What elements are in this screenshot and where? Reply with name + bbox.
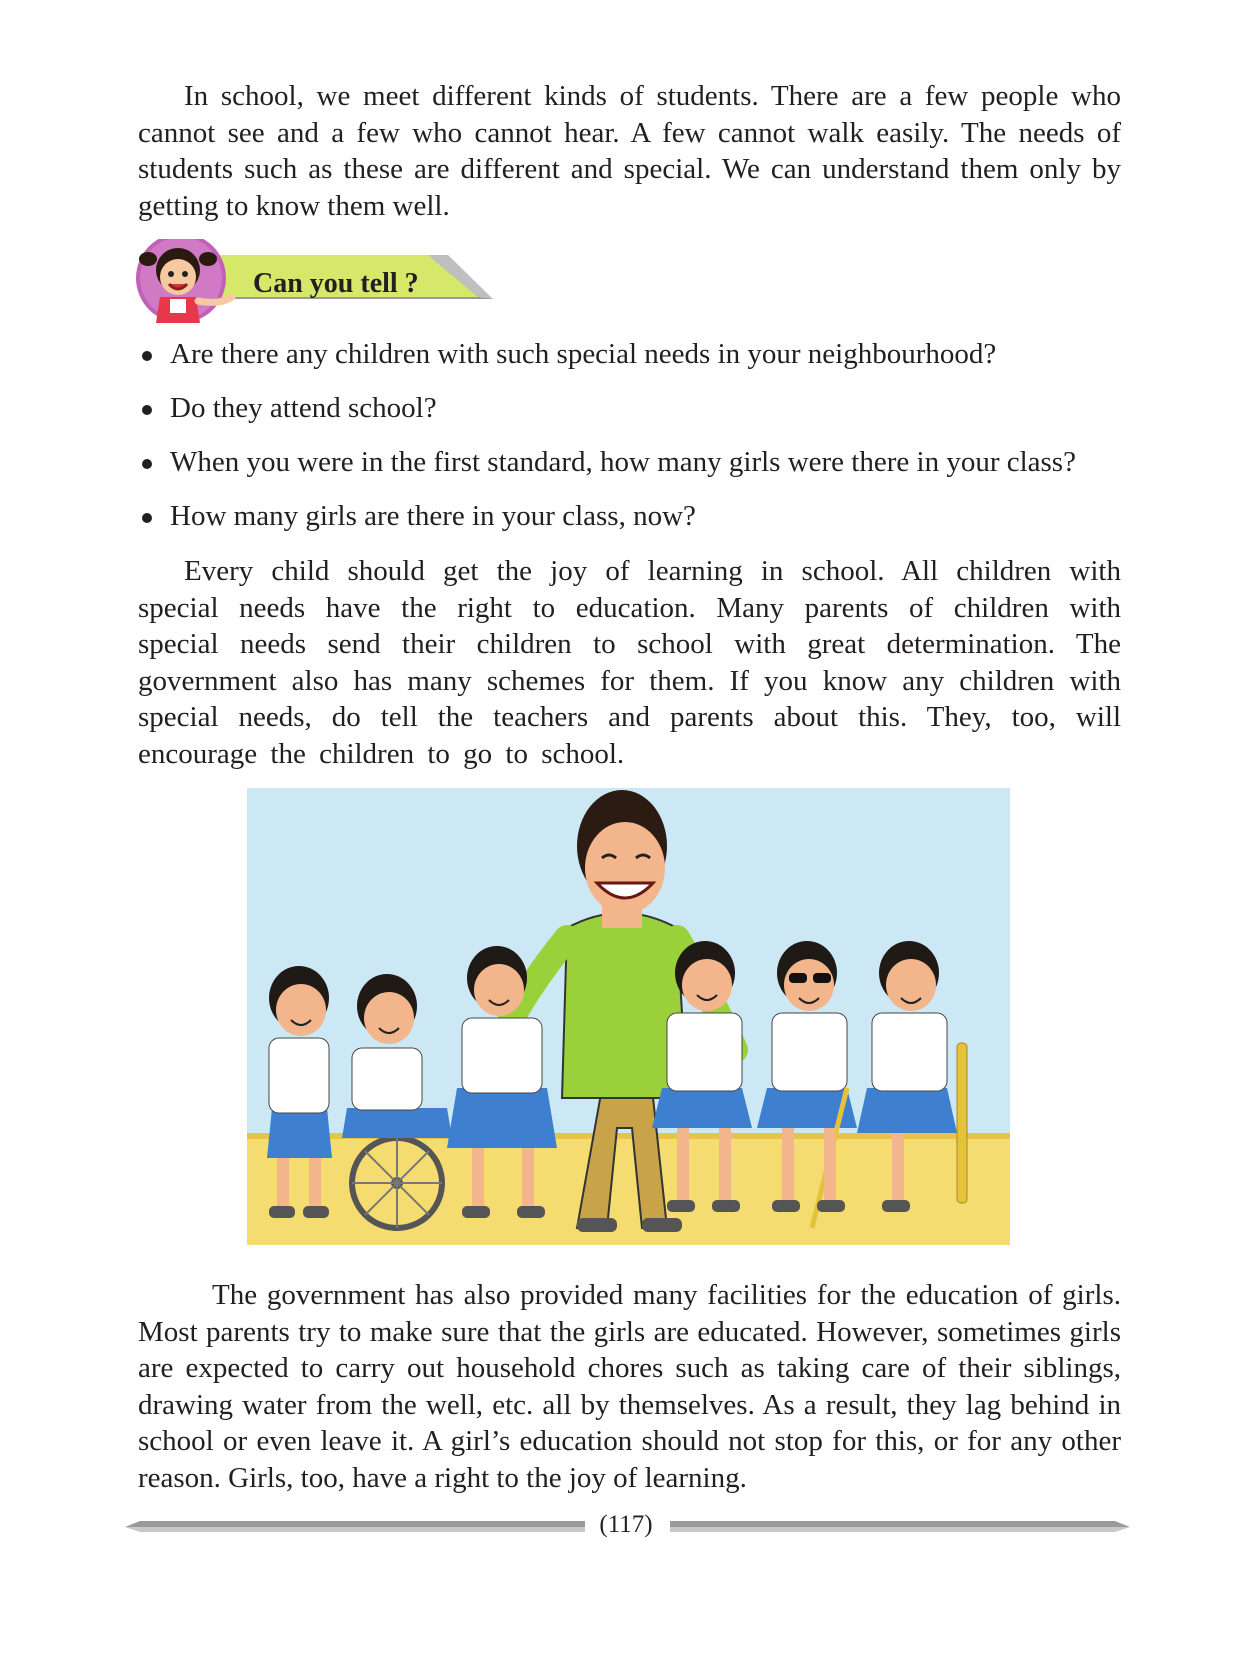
teacher-with-children-illustration bbox=[247, 788, 1010, 1245]
bullet-icon bbox=[142, 405, 152, 415]
bullet-icon bbox=[142, 513, 152, 523]
can-you-tell-heading bbox=[136, 239, 511, 324]
question-item bbox=[140, 390, 1076, 444]
question-text: Do they attend school? bbox=[170, 392, 437, 424]
page-footer bbox=[125, 1510, 1130, 1542]
bullet-icon bbox=[142, 351, 152, 361]
page-number: (117) bbox=[599, 1511, 653, 1538]
girls-education-paragraph: The government has also provided many facilities for the education of girls. Most parents try to make sure that the girls are educated. However, sometimes girls are expected to carry out household chores such as taking care of their siblings, drawing water from the well, etc. all by themselves. As a result, they lag behind in school or even leave it. A girl’s education should not stop for this, or for any other reason. Girls, too, have a right to the joy of learning. bbox=[138, 1279, 1121, 1494]
special-needs-paragraph: Every child should get the joy of learning in school. All children with special needs have the right to education. Many parents of children with special needs send their children to school with great determination. The government also has many schemes for them. If you know any children with special needs, do tell the teachers and parents about this. They, too, will encourage the children to go to school. bbox=[138, 555, 1121, 770]
question-text: When you were in the first standard, how many girls were there in your class? bbox=[170, 446, 1076, 478]
intro-paragraph: In school, we meet different kinds of students. There are a few people who cannot see and a few who cannot hear. A few cannot walk easily. The needs of students such as these are different and special. We can understand them only by getting to know them well. bbox=[138, 80, 1121, 222]
question-text: How many girls are there in your class, now? bbox=[170, 500, 696, 532]
question-text: Are there any children with such special needs in your neighbourhood? bbox=[170, 338, 997, 370]
question-list bbox=[140, 336, 1076, 552]
can-you-tell-label: Can you tell ? bbox=[253, 268, 419, 299]
question-item bbox=[140, 498, 1076, 552]
bullet-icon bbox=[142, 459, 152, 469]
question-item bbox=[140, 336, 1076, 390]
question-item bbox=[140, 444, 1076, 498]
